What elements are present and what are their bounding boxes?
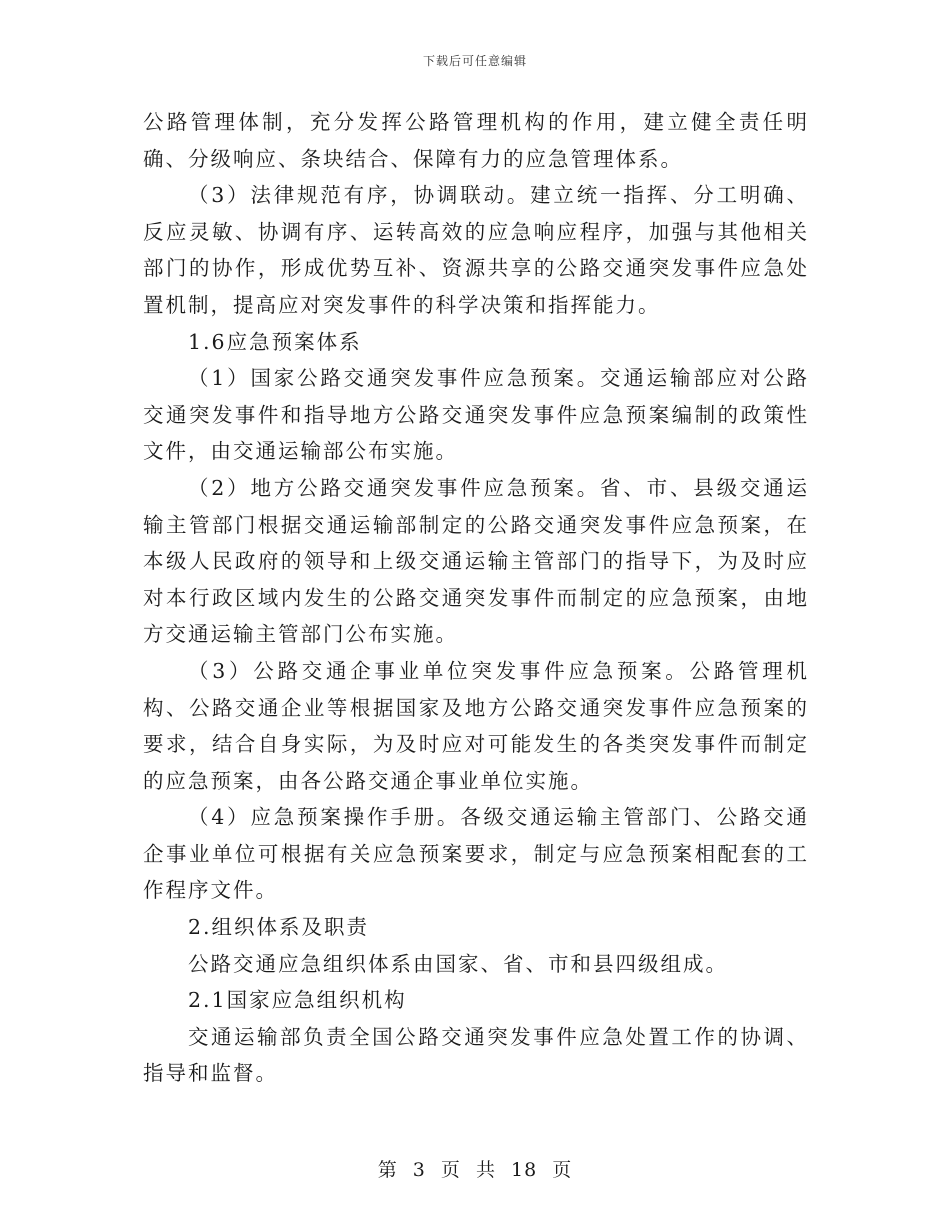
paragraph-4: （1）国家公路交通突发事件应急预案。交通运输部应对公路交通突发事件和指导地方公路交通突发事件应急预案编制的政策性文件，由交通运输部公布实施。: [143, 366, 809, 464]
paragraph-11: 交通运输部负责全国公路交通突发事件应急处置工作的协调、指导和监督。: [143, 1024, 809, 1086]
footer-total-pages: 18: [511, 1159, 538, 1181]
footer-current-page: 3: [412, 1159, 426, 1181]
footer-page-word: 页: [440, 1159, 461, 1181]
paragraph-9: 公路交通应急组织体系由国家、省、市和县四级组成。: [188, 951, 728, 976]
section-heading-1-6: 1.6应急预案体系: [188, 329, 362, 354]
section-heading-2-1: 2.1国家应急组织机构: [188, 988, 407, 1013]
section-heading-2: 2.组织体系及职责: [188, 915, 370, 940]
paragraph-1: 公路管理体制，充分发挥公路管理机构的作用，建立健全责任明确、分级响应、条块结合、保障有力的应急管理体系。: [143, 110, 809, 171]
header-note: 下载后可任意编辑: [422, 54, 527, 68]
document-body: [143, 104, 809, 1092]
paragraph-2: （3）法律规范有序，协调联动。建立统一指挥、分工明确、反应灵敏、协调有序、运转高效的应急响应程序，加强与其他相关部门的协作，形成优势互补、资源共享的公路交通突发事件应急处置机制，提高应对突发事件的科学决策和指挥能力。: [143, 183, 809, 317]
footer-suffix: 页: [552, 1159, 573, 1181]
paragraph-7: （4）应急预案操作手册。各级交通运输主管部门、公路交通企事业单位可根据有关应急预案要求，制定与应急预案相配套的工作程序文件。: [143, 805, 809, 903]
footer-prefix: 第: [377, 1159, 398, 1181]
paragraph-6: （3）公路交通企事业单位突发事件应急预案。公路管理机构、公路交通企业等根据国家及地方公路交通突发事件应急预案的要求，结合自身实际，为及时应对可能发生的各类突发事件而制定的应急预案，由各公路交通企事业单位实施。: [143, 658, 809, 793]
paragraph-5: （2）地方公路交通突发事件应急预案。省、市、县级交通运输主管部门根据交通运输部制定的公路交通突发事件应急预案，在本级人民政府的领导和上级交通运输主管部门的指导下，为及时应对本行政区域内发生的公路交通突发事件而制定的应急预案，由地方交通运输主管部门公布实施。: [143, 475, 809, 647]
footer-total-word: 共: [475, 1159, 496, 1181]
page-footer: [0, 1155, 950, 1182]
